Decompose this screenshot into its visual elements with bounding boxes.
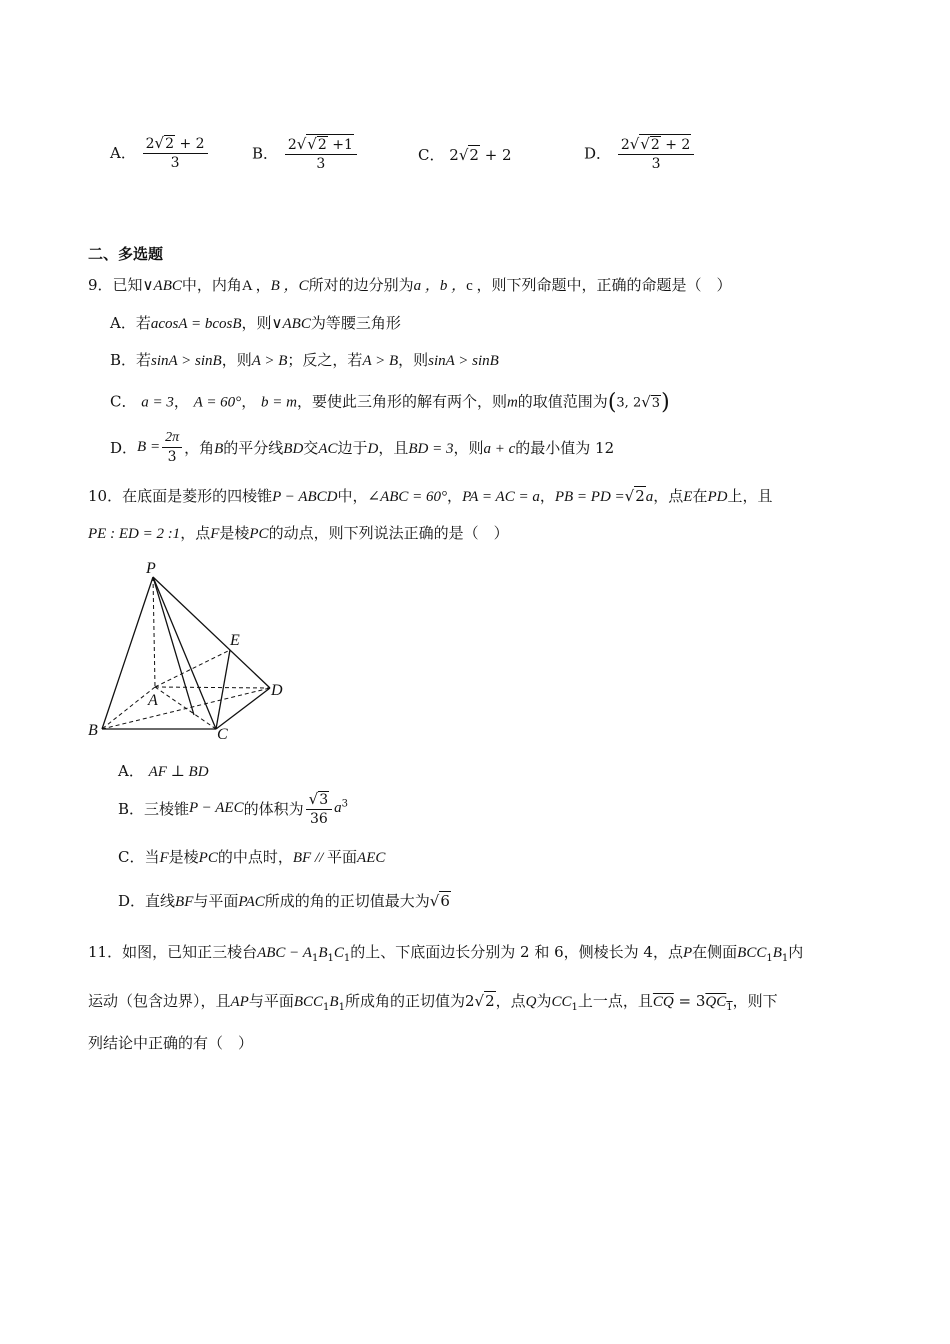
q8-option-a [110, 134, 210, 171]
radicand: 2 [650, 137, 660, 153]
q10-stem-line1: 10．在底面是菱形的四棱锥P − ABCD中，∠ABC = 60°，PA = AC = a，PB = PD =√2a，点E在PD上，且 [88, 487, 773, 505]
math: A > B [362, 353, 399, 369]
option-label: D． [110, 439, 138, 457]
math: E [683, 489, 693, 505]
math: B = [137, 439, 161, 455]
radicand: 2 [635, 487, 645, 505]
fraction: $\frac{2√√2 +1}{3}$ [285, 134, 357, 172]
radicand: 2 [485, 992, 495, 1010]
q8-option-b [252, 134, 359, 172]
fraction: $\frac{2√√2 + 2}{3}$ [618, 134, 695, 172]
q10-stem-line2 [88, 522, 509, 543]
math: PB = PD = [554, 489, 625, 505]
option-label: C．当 [118, 848, 160, 866]
denominator: 3 [170, 155, 180, 171]
q11-stem-line3: 列结论中正确的有（ ） [88, 1034, 254, 1052]
math: PA = AC = a [462, 489, 540, 505]
edge-CE [216, 650, 230, 729]
denominator: 3 [651, 156, 661, 172]
fraction [162, 430, 182, 465]
math: BF [175, 894, 194, 910]
math: a [645, 489, 654, 505]
text: 所成的角的正切值最大为 [264, 892, 430, 910]
label-D: D [271, 682, 283, 699]
q11-stem-line2: 运动（包含边界），且AP与平面$BCC_1B_1$所成角的正切值为2√2，点Q为$CC_1$上一点，且$\overline{CQ} = 3QC_1$，则下 [88, 992, 778, 1013]
math: BF // [292, 850, 328, 866]
text: 中，内角 [181, 276, 242, 294]
vector: QC [705, 994, 727, 1010]
text: 是棱 [168, 848, 199, 866]
q9-option-c: C． a = 3， A = 60°， b = m，要使此三角形的解有两个，则m的取值范围为(3, 2√3) [110, 390, 670, 415]
text: 在侧面 [692, 943, 738, 961]
subscript: 1 [343, 953, 351, 964]
term: + 2 [479, 146, 512, 164]
math: AF ⊥ BD [148, 764, 209, 780]
subscript: 1 [323, 1002, 330, 1013]
text: 10．在底面是菱形的四棱锥 [88, 487, 273, 505]
subscript: 1 [781, 953, 789, 964]
q10-option-d: D．直线BF与平面PAC所成的角的正切值最大为√6 [118, 892, 450, 910]
edge-PB [102, 577, 153, 729]
fraction: $\frac{√3}{36}$ [306, 790, 332, 827]
vector: $\overline{CQ}$ [652, 994, 674, 1010]
text: 的最小值为 12 [515, 439, 615, 457]
option-label: A． [118, 762, 144, 780]
text: 所成角的正切值为 [344, 992, 465, 1010]
text: 边于 [337, 439, 368, 457]
option-label: B．若 [110, 351, 152, 369]
text: ，点 [180, 524, 211, 542]
option-label: A． [110, 144, 136, 162]
option-label: B．三棱锥 [118, 800, 190, 818]
text: 与平面 [193, 892, 239, 910]
text: 为等腰三角形 [310, 314, 401, 332]
edge-AD [155, 687, 270, 688]
text: 为 [536, 992, 552, 1010]
edge-AE [155, 650, 230, 687]
text: ，则 [453, 439, 484, 457]
math: m [506, 394, 518, 411]
math: sinA > sinB [428, 353, 499, 369]
text: 交 [303, 439, 319, 457]
text: 11．如图，已知正三棱台 [88, 943, 258, 961]
q10-option-c [118, 846, 385, 867]
label-B: B [88, 722, 98, 739]
text: 9．已知 [88, 276, 143, 294]
text: ；反之，若 [287, 351, 363, 369]
math: AEC [357, 850, 386, 866]
edge-CD [216, 688, 270, 729]
math: 2 [464, 992, 475, 1010]
exponent: 3 [341, 798, 348, 810]
math: A > B [251, 353, 288, 369]
edge-PD [153, 577, 270, 688]
math: acosA = bcosB [150, 316, 242, 332]
math: BD [283, 441, 304, 457]
text: 运动（包含边界），且 [88, 992, 231, 1010]
q10-option-b [118, 790, 348, 827]
text: c ，则下列命题中，正确的命题是（ ） [466, 278, 732, 294]
math: CC [551, 994, 572, 1010]
term: +1 [327, 137, 353, 153]
math: P [682, 945, 693, 961]
option-label: A．若 [110, 314, 151, 332]
math: ∨ABC [142, 278, 182, 294]
section-title: 二、多选题 [88, 245, 164, 263]
math: PE : ED = 2 :1 [88, 526, 181, 542]
q10-option-a [118, 760, 209, 781]
text: 的平分线 [223, 439, 284, 457]
math: ABC − A [257, 945, 312, 961]
radicand: 3 [651, 395, 661, 411]
text: ，则下 [732, 992, 778, 1010]
math: P − ABCD [272, 489, 338, 505]
coef: 2 [287, 137, 297, 153]
text: ，则 [241, 314, 272, 332]
text: 中， [337, 487, 368, 505]
math: PD [707, 489, 728, 505]
subscript: 1 [311, 953, 319, 964]
math: AP [230, 994, 249, 1010]
math: Q [525, 994, 537, 1010]
edge-PA [153, 577, 155, 687]
q8-option-c: C． 2√2 + 2 [418, 146, 512, 164]
math: A = 60° [193, 394, 242, 411]
subscript: 1 [766, 953, 773, 964]
math: ∠ABC = 60° [367, 489, 448, 505]
option-label: B． [252, 144, 279, 163]
subscript: 1 [726, 1002, 733, 1013]
math: B [772, 945, 782, 961]
text: 的取值范围为 [517, 392, 608, 411]
text: ，且 [378, 439, 409, 457]
radicand: 3 [319, 792, 329, 808]
q8-option-d [584, 134, 696, 172]
coef: 2 [449, 146, 459, 164]
subscript: 1 [338, 1002, 345, 1013]
math: B [214, 441, 224, 457]
coef: 2 [620, 137, 630, 153]
math: P − AEC [189, 800, 244, 816]
term: + 2 [660, 137, 691, 153]
math: PC [198, 850, 218, 866]
option-label: D．直线 [118, 892, 176, 910]
edge-PF [153, 577, 194, 715]
subscript: 1 [327, 953, 334, 964]
math: BCC [737, 945, 767, 961]
q9-option-b [110, 349, 499, 370]
text: ，点 [495, 992, 526, 1010]
text: 与平面 [248, 992, 294, 1010]
denominator: 3 [316, 156, 326, 172]
text: 的动点，则下列说法正确的是（ ） [268, 524, 509, 542]
text: ，角 [184, 439, 215, 457]
math: B [318, 945, 328, 961]
radicand: 2 [469, 146, 479, 164]
option-label: C． [418, 146, 445, 164]
denominator: 36 [309, 811, 328, 827]
edge-PC [153, 577, 216, 729]
q9-stem [88, 274, 732, 295]
math: C [298, 278, 309, 294]
subscript: 1 [571, 1002, 578, 1013]
math: = 3 [673, 992, 706, 1010]
math: a ， [413, 278, 440, 294]
text: 所对的边分别为 [308, 276, 414, 294]
text: ，要使此三角形的解有两个，则 [296, 392, 507, 411]
text: 是棱 [219, 524, 250, 542]
math: b ， [439, 278, 467, 294]
text: 内 [788, 943, 804, 961]
math: PC [249, 526, 269, 542]
text: 上一点，且 [577, 992, 653, 1010]
math: C [333, 945, 344, 961]
math: AC [318, 441, 338, 457]
math: a [334, 800, 342, 816]
text: ，点 [653, 487, 684, 505]
text: 的体积为 [243, 800, 304, 818]
math: B ， [270, 278, 299, 294]
text: 上，且 [727, 487, 773, 505]
radicand: 6 [440, 892, 450, 910]
math: B [329, 994, 339, 1010]
q9-option-d [110, 430, 614, 465]
text: ， [539, 487, 555, 505]
option-label: D． [584, 144, 612, 163]
label-P: P [146, 560, 156, 577]
text: ，则 [398, 351, 429, 369]
math: a = 3 [141, 394, 174, 411]
term: + 2 [175, 136, 205, 152]
text: 平面 [327, 848, 358, 866]
option-label: C． [110, 392, 137, 411]
label-C: C [217, 726, 228, 743]
math: BCC [293, 994, 324, 1010]
text: 的上、下底面边长分别为 2 和 6，侧棱长为 4，点 [350, 943, 683, 961]
text: 在 [692, 487, 708, 505]
coef: 2 [145, 136, 155, 152]
text: ，则 [221, 351, 252, 369]
numerator: 2π [162, 430, 182, 448]
math: D [367, 441, 379, 457]
radicand: 2 [165, 136, 175, 152]
math: 3, 2 [616, 395, 642, 411]
fraction: $\frac{2√2 + 2}{3}$ [143, 134, 208, 171]
pyramid-figure [80, 555, 300, 745]
q9-option-a [110, 312, 401, 333]
text: 的中点时， [217, 848, 293, 866]
q11-stem-line1 [88, 941, 803, 964]
math: A ， [241, 278, 271, 294]
denominator: 3 [167, 449, 177, 465]
math: b = m [260, 394, 297, 411]
math: ∨ABC [271, 316, 311, 332]
math: PAC [238, 894, 265, 910]
math: F [210, 526, 220, 542]
radicand: 2 [317, 137, 327, 153]
label-E: E [230, 632, 240, 649]
math: a + c [483, 441, 516, 457]
text: ， [447, 487, 463, 505]
math: sinA > sinB [151, 353, 222, 369]
math: BD = 3 [408, 441, 454, 457]
label-A: A [148, 692, 158, 709]
math: F [159, 850, 169, 866]
